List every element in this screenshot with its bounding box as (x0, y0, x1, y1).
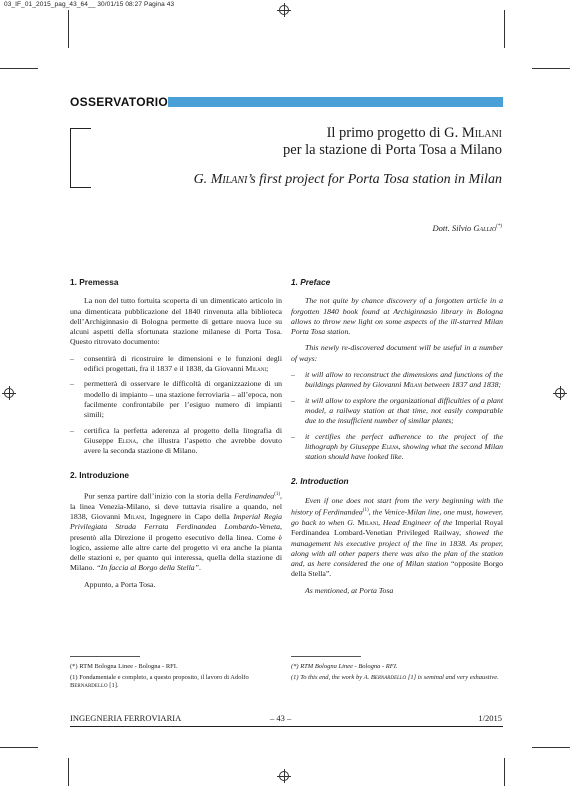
article-title-english: G. Milani’s first project for Porta Tosa station in Milan (193, 172, 502, 187)
paragraph: Pur senza partire dall’inizio con la storia della Ferdinandea$^{(1)}$, la linea Venezia-Milano, si deve tuttavia risalire a quando, nel 1838, Giovanni Milani, Ingegnere in Capo della Imperial Regia Privilegiata Strada Ferrata Ferdinandea Lombardo-Veneta, presentò alla Direzione il progetto esecutivo della linea. Come è logico, assieme alle altre carte del progetto vi era anche la pianta delle stazioni e, per quanto qui interessa, quella della stazione di Milano. “In faccia al Borgo della Stella”. (70, 491, 282, 573)
crop-mark-top-right (532, 68, 570, 69)
paragraph: Even if one does not start from the very beginning with the history of Ferdinandea$^{(1)}$, the Venice-Milan line, one must, however, go back to when G. Milani, Head Engineer of the Imperial Royal Ferdinandea Lombard-Venetian Privileged Railway, showed the management his executive project of the line in 1838. As proper, along with all other papers there was also the plan of the station and, as here considered the one of Milan station “opposite Borgo della Stella”. (291, 495, 504, 579)
article-title-italian: Il primo progetto di G. Milani per la stazione di Porta Tosa a Milano (283, 125, 502, 158)
list-item: – certifica la perfetta aderenza al progetto della litografia di Giuseppe Elena, che illustra l’aspetto che avrebbe dovuto avere la seconda stazione di Milano. (70, 426, 282, 457)
right-column (291, 277, 503, 602)
footnote: (1) To this end, the work by A. Bernardello [1] is seminal and very exhaustive. (291, 673, 499, 681)
footnote: (*) RTM Bologna Linee - Bologna - RFI. (70, 663, 178, 670)
list-item: – consentirà di ricostruire le dimensioni e le funzioni degli edifici progettati, fra il 1837 e il 1838, da Giovanni Milani; (70, 354, 282, 375)
list-item: – it certifies the perfect adherence to the project of the lithograph by Giuseppe Elena, showing what the second Milan station should have looked like. (291, 432, 503, 463)
registration-mark-bottom (279, 771, 289, 781)
heading-preface: 1. Preface (291, 277, 331, 287)
title-frame (70, 128, 91, 188)
author-byline: Dott. Silvio Gallio(*) (432, 223, 502, 233)
page-number: – 43 – (270, 713, 292, 723)
registration-mark-left (4, 388, 14, 398)
footnotes-left (70, 663, 282, 693)
print-slug: 03_IF_01_2015_pag_43_64__ 30/01/15 08:27 Pagina 43 (4, 1, 175, 8)
crop-mark-top-left-v (68, 10, 69, 48)
section-title: OSSERVATORIO (70, 95, 169, 109)
journal-name: INGEGNERIA FERROVIARIA (70, 713, 182, 723)
bullet-list (291, 370, 503, 462)
crop-mark-top-left (0, 68, 38, 69)
footnotes-right (291, 663, 503, 684)
left-column (70, 277, 282, 596)
issue-number: 1/2015 (478, 713, 502, 723)
registration-mark-top (279, 5, 289, 15)
crop-mark-top-right-v (504, 10, 505, 48)
footnote-rule-right (291, 656, 361, 657)
registration-mark-right (555, 388, 565, 398)
paragraph: La non del tutto fortuita scoperta di un dimenticato articolo in una dimenticata pubblicazione del 1840 rinvenuta alla biblioteca dell’Archiginnasio di Bologna permette di gettare nuova luce su alcuni aspetti della sfortunata stazione milanese di Porta Tosa. Questo ritrovato documento: (70, 296, 282, 347)
footnote: (1) Fondamentale e completo, a questo proposito, il lavoro di Adolfo Bernardello [1]. (70, 673, 249, 689)
footnote: (*) RTM Bologna Linee - Bologna - RFI. (291, 663, 398, 670)
list-item: – it will allow to reconstruct the dimensions and functions of the buildings planned by Giovanni Milani between 1837 and 1838; (291, 370, 503, 391)
heading-introduzione: 2. Introduzione (70, 470, 129, 481)
crop-mark-bottom-left-v (68, 758, 69, 786)
paragraph: Appunto, a Porta Tosa. (84, 579, 156, 589)
list-item: – it will allow to explore the organizational difficulties of a plant model, a railway station at that time, not easily comparable due to the insufficient number of similar plants; (291, 396, 503, 427)
list-item: – permetterà di osservare le difficoltà di organizzazione di un modello di impianto – una stazione ferroviaria – all’epoca, non facilmente confrontabile per l’esiguo numero di impianti simili; (70, 379, 282, 420)
crop-mark-bottom-right (532, 747, 570, 748)
crop-mark-bottom-left (0, 747, 38, 748)
paragraph: The not quite by chance discovery of a forgotten article in a forgotten 1840 book found at Archiginnasio library in Bologna allows to throw new light on some aspects of the ill-starred Milan Porta Tosa station. (291, 296, 503, 337)
bullet-list (70, 354, 282, 457)
section-bar (168, 97, 503, 107)
paragraph: This newly re-discovered document will be useful in a number of ways: (291, 343, 503, 363)
footer-rule (70, 726, 503, 727)
paragraph: As mentioned, at Porta Tosa (305, 585, 394, 595)
footnote-rule-left (70, 656, 140, 657)
heading-introduction: 2. Introduction (291, 476, 349, 487)
heading-premessa: 1. Premessa (70, 277, 119, 287)
crop-mark-bottom-right-v (504, 758, 505, 786)
